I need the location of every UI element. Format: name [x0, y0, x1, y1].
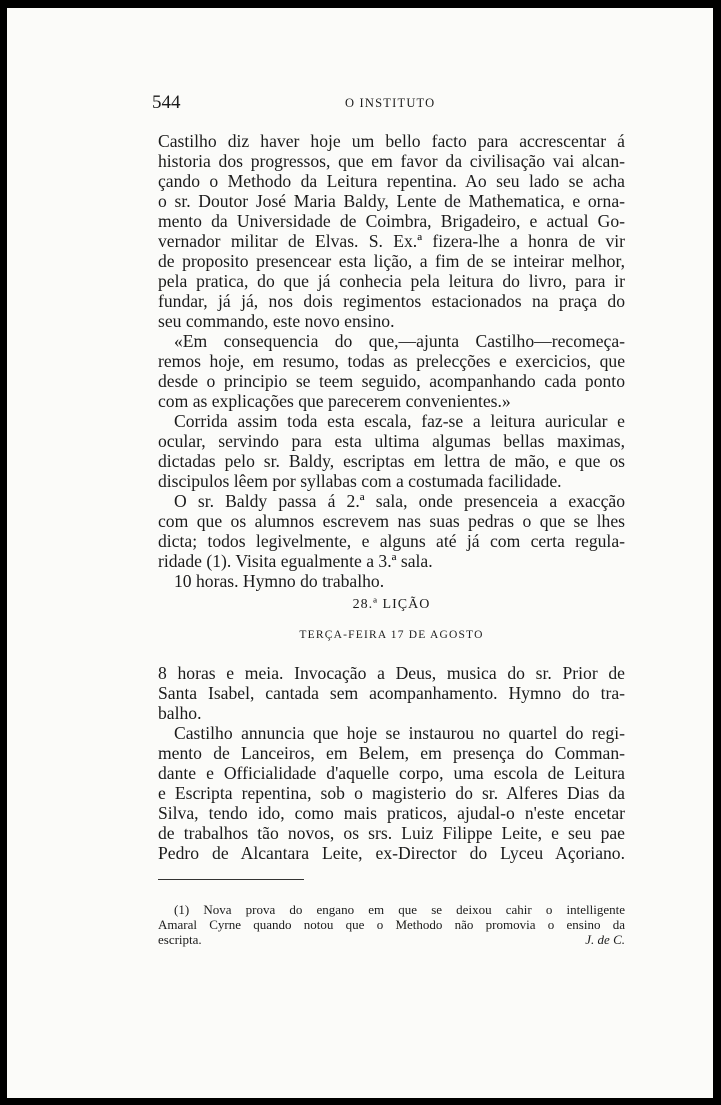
body-line: Castilho annuncia que hoje se instaurou no quartel do regi-: [174, 723, 625, 743]
body-line: O sr. Baldy passa á 2.ª sala, onde presenceia a exacção: [174, 491, 625, 511]
footnote-last-line: [158, 932, 625, 947]
body-line: dictadas pelo sr. Baldy, escriptas em lettra de mão, e que os: [158, 451, 625, 471]
running-title: O INSTITUTO: [345, 96, 436, 110]
body-line: Pedro de Alcantara Leite, ex-Director do Lyceu Açoriano.: [158, 843, 625, 863]
body-line: o sr. Doutor José Maria Baldy, Lente de Mathematica, e orna-: [158, 191, 625, 211]
body-line: com que os alumnos escrevem nas suas pedras o que se lhes: [158, 511, 625, 531]
footnote-last-text: escripta.: [158, 932, 202, 947]
body-line: fundar, já já, nos dois regimentos estacionados na praça do: [158, 291, 625, 311]
body-line: 10 horas. Hymno do trabalho.: [174, 571, 385, 591]
footnote-line: Amaral Cyrne quando notou que o Methodo não promovia o ensino da: [158, 917, 625, 932]
body-line: e Escripta repentina, sob o magisterio do sr. Alferes Dias da: [158, 783, 625, 803]
body-line: Corrida assim toda esta escala, faz-se a leitura auricular e: [174, 411, 625, 431]
body-line: balho.: [158, 703, 202, 723]
body-line: vernador militar de Elvas. S. Ex.ª fizera-lhe a honra de vir: [158, 231, 625, 251]
body-line: Castilho diz haver hoje um bello facto para accrescentar á: [158, 131, 625, 151]
body-line: dante e Officialidade d'aquelle corpo, uma escola de Leitura: [158, 763, 625, 783]
body-line: pela pratica, do que já conhecia pela leitura do livro, para ir: [158, 271, 625, 291]
body-line: historia dos progressos, que em favor da civilisação vai alcan-: [158, 151, 625, 171]
body-line: discipulos lêem por syllabas com a costumada facilidade.: [158, 471, 562, 491]
body-line: de trabalhos tão novos, os srs. Luiz Filippe Leite, e seu pae: [158, 823, 625, 843]
body-line: desde o principio se teem seguido, acompanhando cada ponto: [158, 371, 625, 391]
lesson-heading: 28.ª LIÇÃO: [352, 597, 431, 612]
footnote-rule: [158, 879, 304, 880]
body-line: dicta; todos legivelmente, e alguns até já com certa regula-: [158, 531, 625, 551]
body-line: de proposito presencear esta lição, a fim de se inteirar melhor,: [158, 251, 625, 271]
body-line: 8 horas e meia. Invocação a Deus, musica do sr. Prior de: [158, 663, 625, 683]
body-line: com as explicações que parecerem convenientes.»: [158, 391, 511, 411]
footnote-signature: J. de C.: [585, 932, 625, 947]
body-line: ridade (1). Visita egualmente a 3.ª sala.: [158, 551, 433, 571]
body-line: Silva, tendo ido, como mais praticos, ajudal-o n'este encetar: [158, 803, 625, 823]
footnote-line: (1) Nova prova do engano em que se deixou cahir o intelligente: [174, 902, 625, 917]
body-line: «Em consequencia do que,—ajunta Castilho—recomeça-: [174, 331, 625, 351]
page-number: 544: [152, 92, 181, 113]
body-line: çando o Methodo da Leitura repentina. Ao seu lado se acha: [158, 171, 625, 191]
body-line: ocular, servindo para esta ultima algumas bellas maximas,: [158, 431, 625, 451]
body-line: mento da Universidade de Coimbra, Brigadeiro, e actual Go-: [158, 211, 625, 231]
body-line: seu commando, este novo ensino.: [158, 311, 395, 331]
body-line: remos hoje, em resumo, todas as prelecções e exercicios, que: [158, 351, 625, 371]
body-line: Santa Isabel, cantada sem acompanhamento. Hymno do tra-: [158, 683, 625, 703]
lesson-date: TERÇA-FEIRA 17 DE AGOSTO: [299, 629, 484, 641]
body-line: mento de Lanceiros, em Belem, em presença do Comman-: [158, 743, 625, 763]
